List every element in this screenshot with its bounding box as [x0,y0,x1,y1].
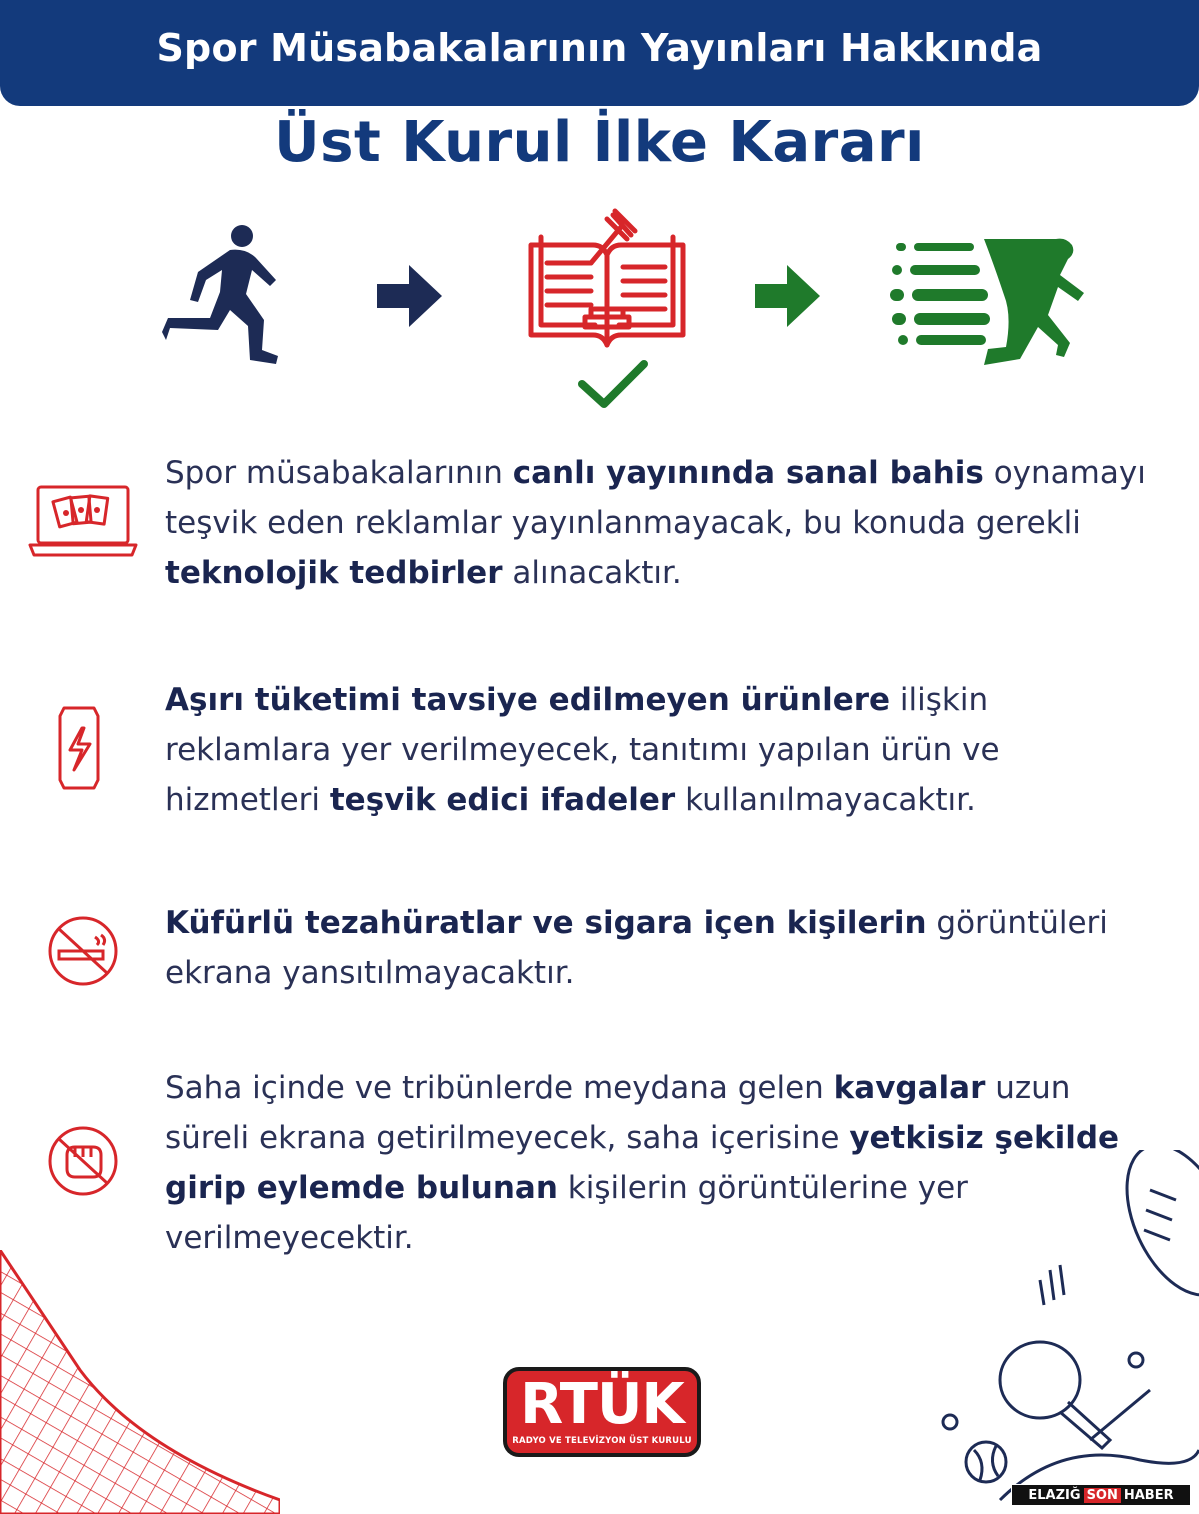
logo-subtitle: RADYO VE TELEVİZYON ÜST KURULU [512,1436,692,1446]
watermark-part3: HABER [1123,1487,1174,1503]
broadcast-runner-icon [888,235,1088,370]
header-title: Spor Müsabakalarının Yayınları Hakkında [156,26,1043,70]
sports-decoration [940,1150,1199,1514]
law-book-gavel-icon [525,205,690,350]
page-title: Üst Kurul İlke Kararı [274,110,925,175]
list-item [165,898,1155,998]
list-item [165,448,1155,598]
checkmark-icon [578,360,648,410]
arrow-right-icon [755,265,820,327]
header-bar [0,0,1199,106]
list-item [165,675,1155,825]
process-flow [0,200,1199,420]
laptop-cards-icon [28,485,138,557]
net-decoration [0,1250,280,1514]
runner-icon [160,222,295,372]
watermark-part2: SON [1084,1488,1121,1503]
item-text: Spor müsabakalarının canlı yayınında sanal bahis oynamayı teşvik eden reklamlar yayınlanmayacak, bu konuda gerekli teknolojik tedbirler alınacaktır. [165,455,1146,591]
energy-drink-icon [56,706,102,790]
logo-text: RTÜK [520,1372,684,1437]
item-text: Küfürlü tezahüratlar ve sigara içen kişilerin görüntüleri ekrana yansıtılmayacaktır. [165,905,1108,991]
arrow-right-icon [377,265,442,327]
no-smoking-icon [47,915,119,987]
rtuk-logo [503,1367,701,1457]
item-text: Aşırı tüketimi tavsiye edilmeyen ürünlere ilişkin reklamlara yer verilmeyecek, tanıtımı yapılan ürün ve hizmetleri teşvik edici ifadeler kullanılmayacaktır. [165,682,1000,818]
watermark-part1: ELAZIĞ [1028,1487,1081,1503]
item-text: Saha içinde ve tribünlerde meydana gelen kavgalar uzun süreli ekrana getirilmeyecek, saha içerisine yetkisiz şekilde girip eylemde bulunan kişilerin görüntülerine yer verilmeyecektir. [165,1070,1120,1256]
no-fight-icon [47,1125,119,1197]
watermark [1011,1484,1191,1506]
